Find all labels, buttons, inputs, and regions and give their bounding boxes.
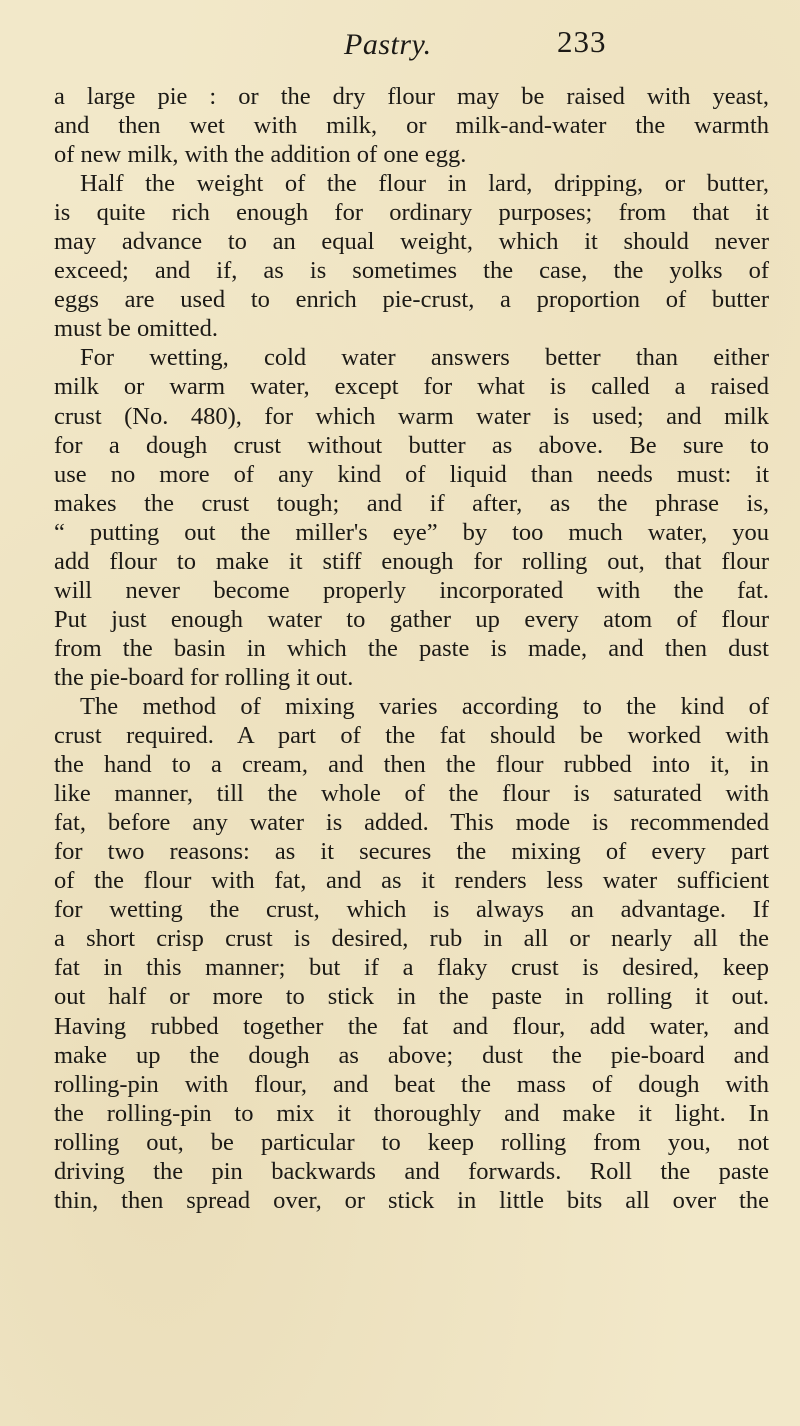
- text-line: the rolling-pin to mix it thoroughly and make it light. In: [54, 1099, 769, 1127]
- text-line: driving the pin backwards and forwards. Roll the paste: [54, 1157, 769, 1185]
- text-line: add flour to make it stiff enough for rolling out, that flour: [54, 547, 769, 575]
- text-line: Half the weight of the flour in lard, dripping, or butter,: [80, 170, 769, 198]
- text-line: of the flour with fat, and as it renders less water sufficient: [54, 867, 769, 895]
- text-line: Put just enough water to gather up every atom of flour: [54, 605, 769, 633]
- text-line: must be omitted.: [54, 315, 218, 343]
- text-line: from the basin in which the paste is made, and then dust: [54, 634, 769, 662]
- text-line: and then wet with milk, or milk-and-water the warmth: [54, 112, 769, 140]
- text-line: rolling-pin with flour, and beat the mass of dough with: [54, 1070, 769, 1098]
- body-text: [54, 82, 769, 1215]
- text-line: milk or warm water, except for what is called a raised: [54, 373, 769, 401]
- text-line: exceed; and if, as is sometimes the case, the yolks of: [54, 257, 769, 285]
- text-line: eggs are used to enrich pie-crust, a proportion of butter: [54, 286, 769, 314]
- running-head: Pastry.: [344, 28, 432, 61]
- text-line: for two reasons: as it secures the mixing of every part: [54, 838, 769, 866]
- page-header: [54, 22, 769, 82]
- text-line: a short crisp crust is desired, rub in all or nearly all the: [54, 925, 769, 953]
- text-line: for wetting the crust, which is always an advantage. If: [54, 896, 769, 924]
- text-line: will never become properly incorporated with the fat.: [54, 576, 769, 604]
- text-line: crust required. A part of the fat should be worked with: [54, 722, 769, 750]
- text-line: for a dough crust without butter as above. Be sure to: [54, 431, 769, 459]
- text-line: fat, before any water is added. This mode is recommended: [54, 809, 769, 837]
- text-line: the pie-board for rolling it out.: [54, 663, 354, 691]
- text-line: fat in this manner; but if a flaky crust is desired, keep: [54, 954, 769, 982]
- text-line: For wetting, cold water answers better than either: [80, 344, 769, 372]
- text-line: thin, then spread over, or stick in little bits all over the: [54, 1186, 769, 1214]
- text-line: make up the dough as above; dust the pie-board and: [54, 1041, 769, 1069]
- text-line: The method of mixing varies according to the kind of: [80, 692, 769, 720]
- text-line: out half or more to stick in the paste in rolling it out.: [54, 983, 769, 1011]
- text-line: of new milk, with the addition of one egg.: [54, 141, 467, 169]
- text-line: crust (No. 480), for which warm water is used; and milk: [54, 402, 769, 430]
- text-line: the hand to a cream, and then the flour rubbed into it, in: [54, 751, 769, 779]
- text-line: may advance to an equal weight, which it should never: [54, 228, 769, 256]
- text-line: rolling out, be particular to keep rolling from you, not: [54, 1128, 769, 1156]
- text-line: Having rubbed together the fat and flour, add water, and: [54, 1012, 769, 1040]
- text-line: like manner, till the whole of the flour is saturated with: [54, 780, 769, 808]
- page-number: 233: [557, 24, 607, 59]
- text-line: use no more of any kind of liquid than needs must: it: [54, 460, 769, 488]
- book-page: [54, 22, 769, 1215]
- text-line: “ putting out the miller's eye” by too much water, you: [54, 518, 769, 546]
- text-line: makes the crust tough; and if after, as the phrase is,: [54, 489, 769, 517]
- text-line: is quite rich enough for ordinary purposes; from that it: [54, 199, 769, 227]
- text-line: a large pie : or the dry flour may be raised with yeast,: [54, 83, 769, 110]
